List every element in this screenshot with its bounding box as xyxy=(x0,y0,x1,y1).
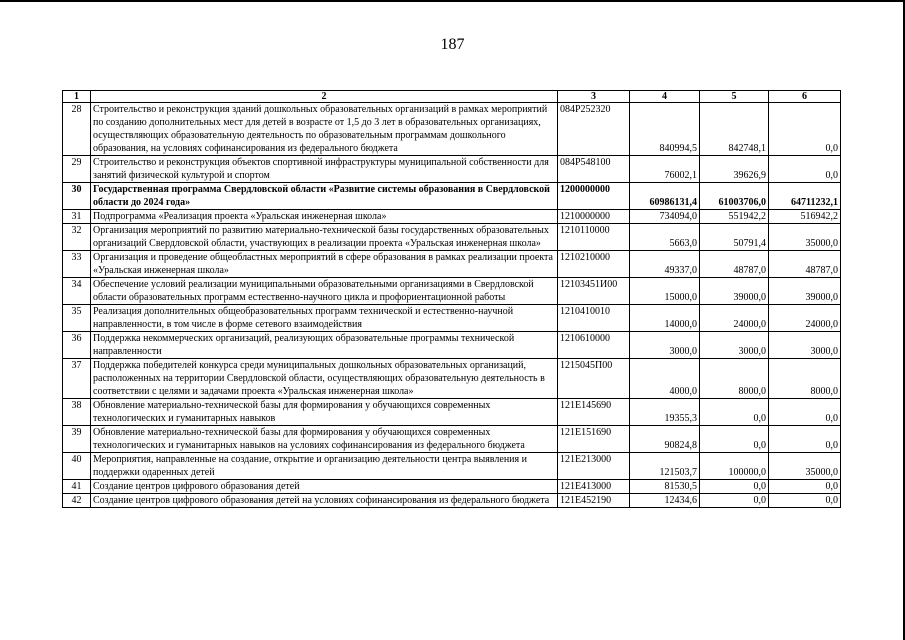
header-col-4: 4 xyxy=(630,91,700,103)
header-col-6: 6 xyxy=(769,91,841,103)
row-code: 121E413000 xyxy=(558,480,630,494)
row-value-5: 24000,0 xyxy=(700,305,769,332)
row-number: 42 xyxy=(63,494,91,508)
row-number: 37 xyxy=(63,359,91,399)
table-row xyxy=(63,156,841,183)
row-name: Подпрограмма «Реализация проекта «Уральская инженерная школа» xyxy=(91,210,558,224)
row-value-4: 5663,0 xyxy=(630,224,700,251)
table-row xyxy=(63,494,841,508)
row-number: 28 xyxy=(63,103,91,156)
row-value-5: 39000,0 xyxy=(700,278,769,305)
row-name: Создание центров цифрового образования детей xyxy=(91,480,558,494)
row-number: 32 xyxy=(63,224,91,251)
row-value-6: 0,0 xyxy=(769,156,841,183)
row-value-4: 90824,8 xyxy=(630,426,700,453)
row-value-4: 19355,3 xyxy=(630,399,700,426)
row-name: Строительство и реконструкция объектов спортивной инфраструктуры муниципальной собственности для занятий физической культурой и спортом xyxy=(91,156,558,183)
row-name: Реализация дополнительных общеобразовательных программ технической и естественно-научной направленности, в том числе в форме сетевого взаимодействия xyxy=(91,305,558,332)
row-code: 121E151690 xyxy=(558,426,630,453)
header-col-1: 1 xyxy=(63,91,91,103)
row-value-5: 0,0 xyxy=(700,494,769,508)
row-name: Организация и проведение общеобластных мероприятий в сфере образования в рамках реализации проекта «Уральская инженерная школа» xyxy=(91,251,558,278)
row-value-4: 14000,0 xyxy=(630,305,700,332)
table-row xyxy=(63,183,841,210)
row-value-5: 61003706,0 xyxy=(700,183,769,210)
row-number: 40 xyxy=(63,453,91,480)
table-row xyxy=(63,480,841,494)
row-name: Государственная программа Свердловской области «Развитие системы образования в Свердловской области до 2024 года» xyxy=(91,183,558,210)
row-name: Создание центров цифрового образования детей на условиях софинансирования из федерального бюджета xyxy=(91,494,558,508)
header-col-5: 5 xyxy=(700,91,769,103)
row-name: Строительство и реконструкция зданий дошкольных образовательных организаций в рамках мероприятий по созданию дополнительных мест для детей в возрасте от 1,5 до 3 лет в образовательных организациях, осуществляющих образовательную деятельность по образовательным программам дошкольного образования, на условиях софинансирования из федерального бюджета xyxy=(91,103,558,156)
row-code: 121E145690 xyxy=(558,399,630,426)
row-value-5: 3000,0 xyxy=(700,332,769,359)
table-row xyxy=(63,251,841,278)
row-value-4: 15000,0 xyxy=(630,278,700,305)
row-value-6: 48787,0 xyxy=(769,251,841,278)
page-number: 187 xyxy=(440,36,465,53)
row-value-4: 121503,7 xyxy=(630,453,700,480)
row-name: Обновление материально-технической базы для формирования у обучающихся современных технологических и гуманитарных навыков xyxy=(91,399,558,426)
row-value-6: 0,0 xyxy=(769,399,841,426)
row-value-4: 3000,0 xyxy=(630,332,700,359)
scan-border-top xyxy=(0,0,905,2)
row-number: 34 xyxy=(63,278,91,305)
row-value-5: 0,0 xyxy=(700,480,769,494)
row-value-4: 840994,5 xyxy=(630,103,700,156)
row-value-5: 0,0 xyxy=(700,426,769,453)
row-number: 30 xyxy=(63,183,91,210)
row-code: 1210610000 xyxy=(558,332,630,359)
row-value-6: 35000,0 xyxy=(769,453,841,480)
row-code: 12103451И00 xyxy=(558,278,630,305)
table-row xyxy=(63,278,841,305)
row-number: 35 xyxy=(63,305,91,332)
header-row xyxy=(63,91,841,103)
row-value-6: 35000,0 xyxy=(769,224,841,251)
row-name: Обеспечение условий реализации муниципальными образовательными организациями в Свердловской области образовательных программ естественно-научного цикла и профориентационной работы xyxy=(91,278,558,305)
row-number: 29 xyxy=(63,156,91,183)
row-code: 121E213000 xyxy=(558,453,630,480)
table-row xyxy=(63,332,841,359)
table-row xyxy=(63,359,841,399)
row-number: 39 xyxy=(63,426,91,453)
row-value-6: 24000,0 xyxy=(769,305,841,332)
table-row xyxy=(63,426,841,453)
row-value-6: 39000,0 xyxy=(769,278,841,305)
row-number: 36 xyxy=(63,332,91,359)
row-name: Поддержка победителей конкурса среди муниципальных дошкольных образовательных организаций, расположенных на территории Свердловской области, осуществляющих образовательную деятельность в соответствии с целями и задачами проекта «Уральская инженерная школа» xyxy=(91,359,558,399)
row-value-6: 3000,0 xyxy=(769,332,841,359)
row-value-5: 39626,9 xyxy=(700,156,769,183)
row-value-5: 8000,0 xyxy=(700,359,769,399)
row-value-4: 60986131,4 xyxy=(630,183,700,210)
row-code: 1200000000 xyxy=(558,183,630,210)
row-name: Мероприятия, направленные на создание, открытие и организацию деятельности центра выявления и поддержки одаренных детей xyxy=(91,453,558,480)
row-value-6: 0,0 xyxy=(769,426,841,453)
row-value-6: 0,0 xyxy=(769,494,841,508)
table-row xyxy=(63,224,841,251)
budget-table xyxy=(62,90,841,508)
row-code: 084P252320 xyxy=(558,103,630,156)
row-value-6: 64711232,1 xyxy=(769,183,841,210)
row-value-6: 0,0 xyxy=(769,480,841,494)
row-value-5: 50791,4 xyxy=(700,224,769,251)
row-number: 38 xyxy=(63,399,91,426)
row-value-6: 8000,0 xyxy=(769,359,841,399)
header-col-3: 3 xyxy=(558,91,630,103)
row-code: 1215045П00 xyxy=(558,359,630,399)
row-value-4: 12434,6 xyxy=(630,494,700,508)
table-body xyxy=(63,103,841,508)
row-value-4: 4000,0 xyxy=(630,359,700,399)
row-value-6: 0,0 xyxy=(769,103,841,156)
table-row xyxy=(63,210,841,224)
row-value-5: 100000,0 xyxy=(700,453,769,480)
row-value-5: 0,0 xyxy=(700,399,769,426)
row-value-4: 734094,0 xyxy=(630,210,700,224)
row-code: 1210110000 xyxy=(558,224,630,251)
row-name: Организация мероприятий по развитию материально-технической базы государственных образовательных организаций Свердловской области, участвующих в реализации проекта «Уральская инженерная школа» xyxy=(91,224,558,251)
row-code: 1210210000 xyxy=(558,251,630,278)
header-col-2: 2 xyxy=(91,91,558,103)
row-number: 31 xyxy=(63,210,91,224)
table-row xyxy=(63,399,841,426)
row-value-5: 48787,0 xyxy=(700,251,769,278)
row-value-4: 76002,1 xyxy=(630,156,700,183)
row-value-4: 49337,0 xyxy=(630,251,700,278)
row-code: 121E452190 xyxy=(558,494,630,508)
table-row xyxy=(63,103,841,156)
row-code: 1210000000 xyxy=(558,210,630,224)
row-name: Обновление материально-технической базы для формирования у обучающихся современных технологических и гуманитарных навыков на условиях софинансирования из федерального бюджета xyxy=(91,426,558,453)
table-row xyxy=(63,305,841,332)
table-row xyxy=(63,453,841,480)
row-value-6: 516942,2 xyxy=(769,210,841,224)
row-name: Поддержка некоммерческих организаций, реализующих образовательные программы технической направленности xyxy=(91,332,558,359)
row-code: 1210410010 xyxy=(558,305,630,332)
row-value-5: 551942,2 xyxy=(700,210,769,224)
row-code: 084P548100 xyxy=(558,156,630,183)
row-number: 41 xyxy=(63,480,91,494)
row-number: 33 xyxy=(63,251,91,278)
row-value-5: 842748,1 xyxy=(700,103,769,156)
row-value-4: 81530,5 xyxy=(630,480,700,494)
